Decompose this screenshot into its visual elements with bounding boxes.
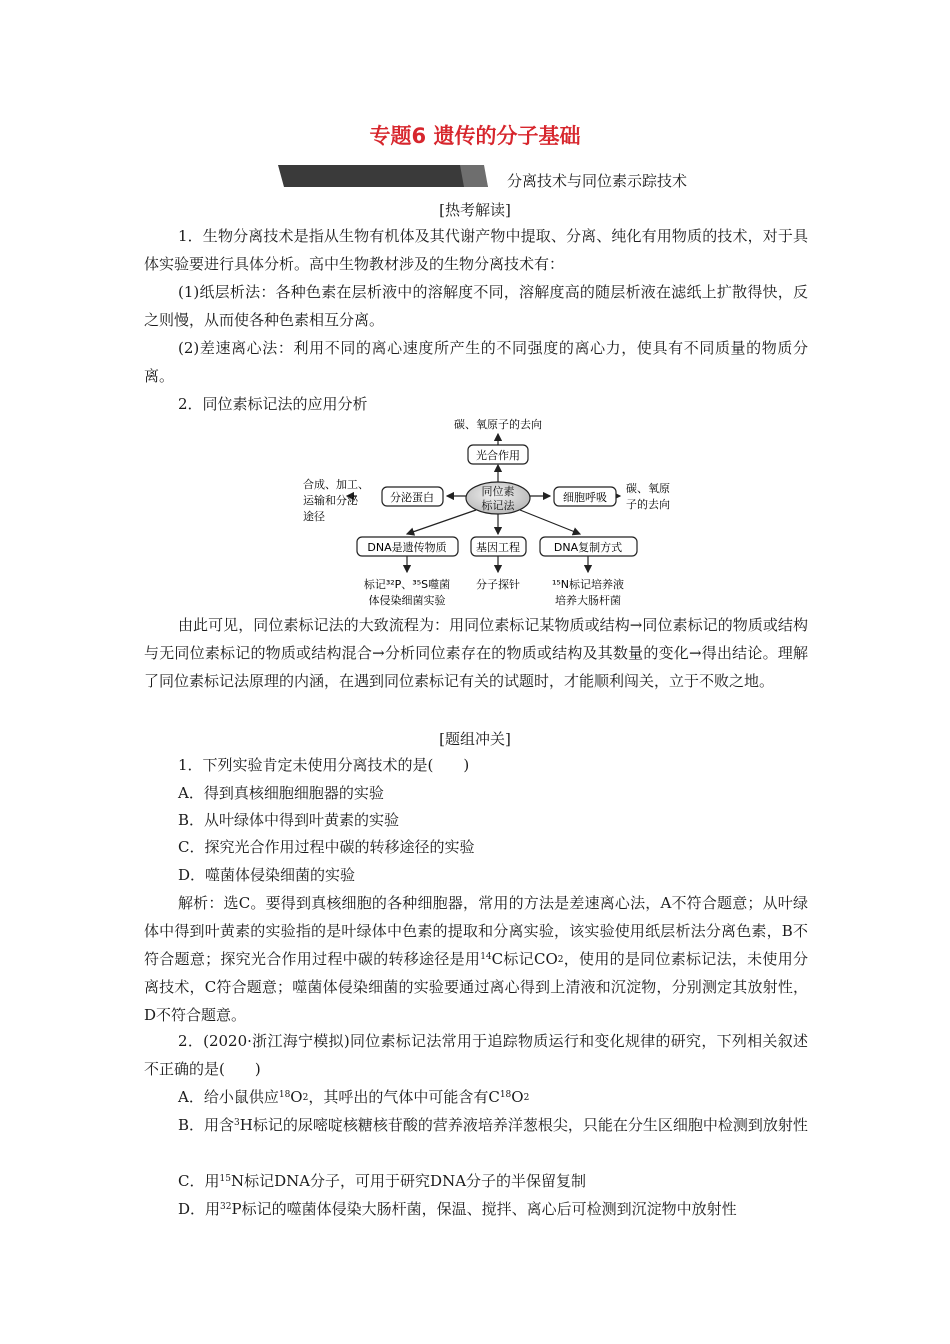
- box-gene-engineering-label: 基因工程: [476, 541, 520, 554]
- summary-paragraph: 由此可见，同位素标记法的大致流程为：用同位素标记某物质或结构→同位素标记的物质或结构与无同位素标记的物质或结构混合→分析同位素存在的物质或结构及其数量的变化→得出结论。理解了同位素标记法原理的内涵，在遇到同位素标记有关的试题时，才能顺利闯关，立于不败之地。: [144, 616, 808, 690]
- isotope-diagram: [295, 414, 695, 614]
- b3-note-1: ¹⁵N标记培养液: [551, 578, 625, 591]
- box-photosynthesis-label: 光合作用: [476, 449, 520, 462]
- question-1-analysis: 解析：选C。要得到真核细胞的各种细胞器，常用的方法是差速离心法，A不符合题意；从叶绿体中得到叶黄素的实验指的是叶绿体中色素的提取和分离实验，该实验使用纸层析法分离色素，B不符合题意；探究光合作用过程中碳的转移途径是用$^{14}$C标记$CO_2$，使用的是同位素标记法，未使用分离技术，C符合题意；噬菌体侵染细菌的实验要通过离心得到上清液和沉淀物，分别测定其放射性，D不符合题意。: [144, 894, 808, 1024]
- paragraph-1: 1．生物分离技术是指从生物有机体及其代谢产物中提取、分离、纯化有用物质的技术，对于具体实验要进行具体分析。高中生物教材涉及的生物分离技术有：: [144, 227, 808, 273]
- center-label-1: 同位素: [481, 485, 515, 498]
- center-label-2: 标记法: [481, 499, 515, 512]
- top-note: 碳、氧原子的去向: [454, 418, 542, 431]
- left-note-2: 运输和分泌: [303, 494, 358, 507]
- box-secretory-protein-label: 分泌蛋白: [390, 491, 434, 504]
- right-note-2: 子的去向: [626, 498, 670, 511]
- right-note-1: 碳、氧原: [626, 482, 670, 495]
- question-2-option-c: C．用$^{15}$N标记DNA分子，可用于研究DNA分子的半保留复制: [178, 1172, 587, 1190]
- question-1-option-d: D．噬菌体侵染细菌的实验: [178, 866, 356, 884]
- left-note-3: 途径: [303, 510, 325, 523]
- section-heading-practice: [题组冲关]: [439, 730, 511, 748]
- paragraph-2: (1)纸层析法：各种色素在层析液中的溶解度不同，溶解度高的随层析液在滤纸上扩散得快，反之则慢，从而使各种色素相互分离。: [144, 283, 808, 329]
- box-dna-replication-label: DNA复制方式: [553, 541, 623, 554]
- question-2-option-a: A．给小鼠供应$^{18}O_2$，其呼出的气体中可能含有$C^{18}O_2$: [178, 1088, 530, 1106]
- b2-note: 分子探针: [476, 578, 520, 591]
- question-1-option-a: A．得到真核细胞细胞器的实验: [178, 784, 384, 802]
- banner-label: 素养培优讲座8: [4, 5, 125, 26]
- b1-note-2: 体侵染细菌实验: [368, 594, 446, 607]
- question-2-option-b: B．用含$^3$H标记的尿嘧啶核糖核苷酸的营养液培养洋葱根尖，只能在分生区细胞中检测到放射性: [178, 1116, 808, 1134]
- b3-note-2: 培养大肠杆菌: [555, 594, 621, 607]
- paragraph-4: 2．同位素标记法的应用分析: [178, 395, 368, 413]
- question-2-stem: 2．(2020·浙江海宁模拟)同位素标记法常用于追踪物质运行和变化规律的研究，下列相关叙述不正确的是( ): [144, 1032, 808, 1078]
- paragraph-3: (2)差速离心法：利用不同的离心速度所产生的不同强度的离心力，使具有不同质量的物质分离。: [144, 339, 808, 385]
- left-note-1: 合成、加工、: [303, 478, 369, 491]
- question-2-option-d: D．用$^{32}$P标记的噬菌体侵染大肠杆菌，保温、搅拌、离心后可检测到沉淀物中放射性: [178, 1200, 737, 1218]
- b1-note-1: 标记³²P、³⁵S噬菌: [363, 578, 451, 591]
- box-respiration-label: 细胞呼吸: [563, 491, 607, 504]
- page-title: 专题6 遗传的分子基础: [369, 124, 581, 148]
- banner-badge: [278, 163, 488, 189]
- question-1-option-b: B．从叶绿体中得到叶黄素的实验: [178, 811, 400, 829]
- banner-subtitle: 分离技术与同位素示踪技术: [507, 172, 688, 190]
- question-1-stem: 1．下列实验肯定未使用分离技术的是( ): [178, 756, 470, 774]
- section-heading-reading: [热考解读]: [439, 201, 511, 219]
- box-dna-genetic-label: DNA是遗传物质: [367, 541, 447, 554]
- question-1-option-c: C．探究光合作用过程中碳的转移途径的实验: [178, 838, 475, 856]
